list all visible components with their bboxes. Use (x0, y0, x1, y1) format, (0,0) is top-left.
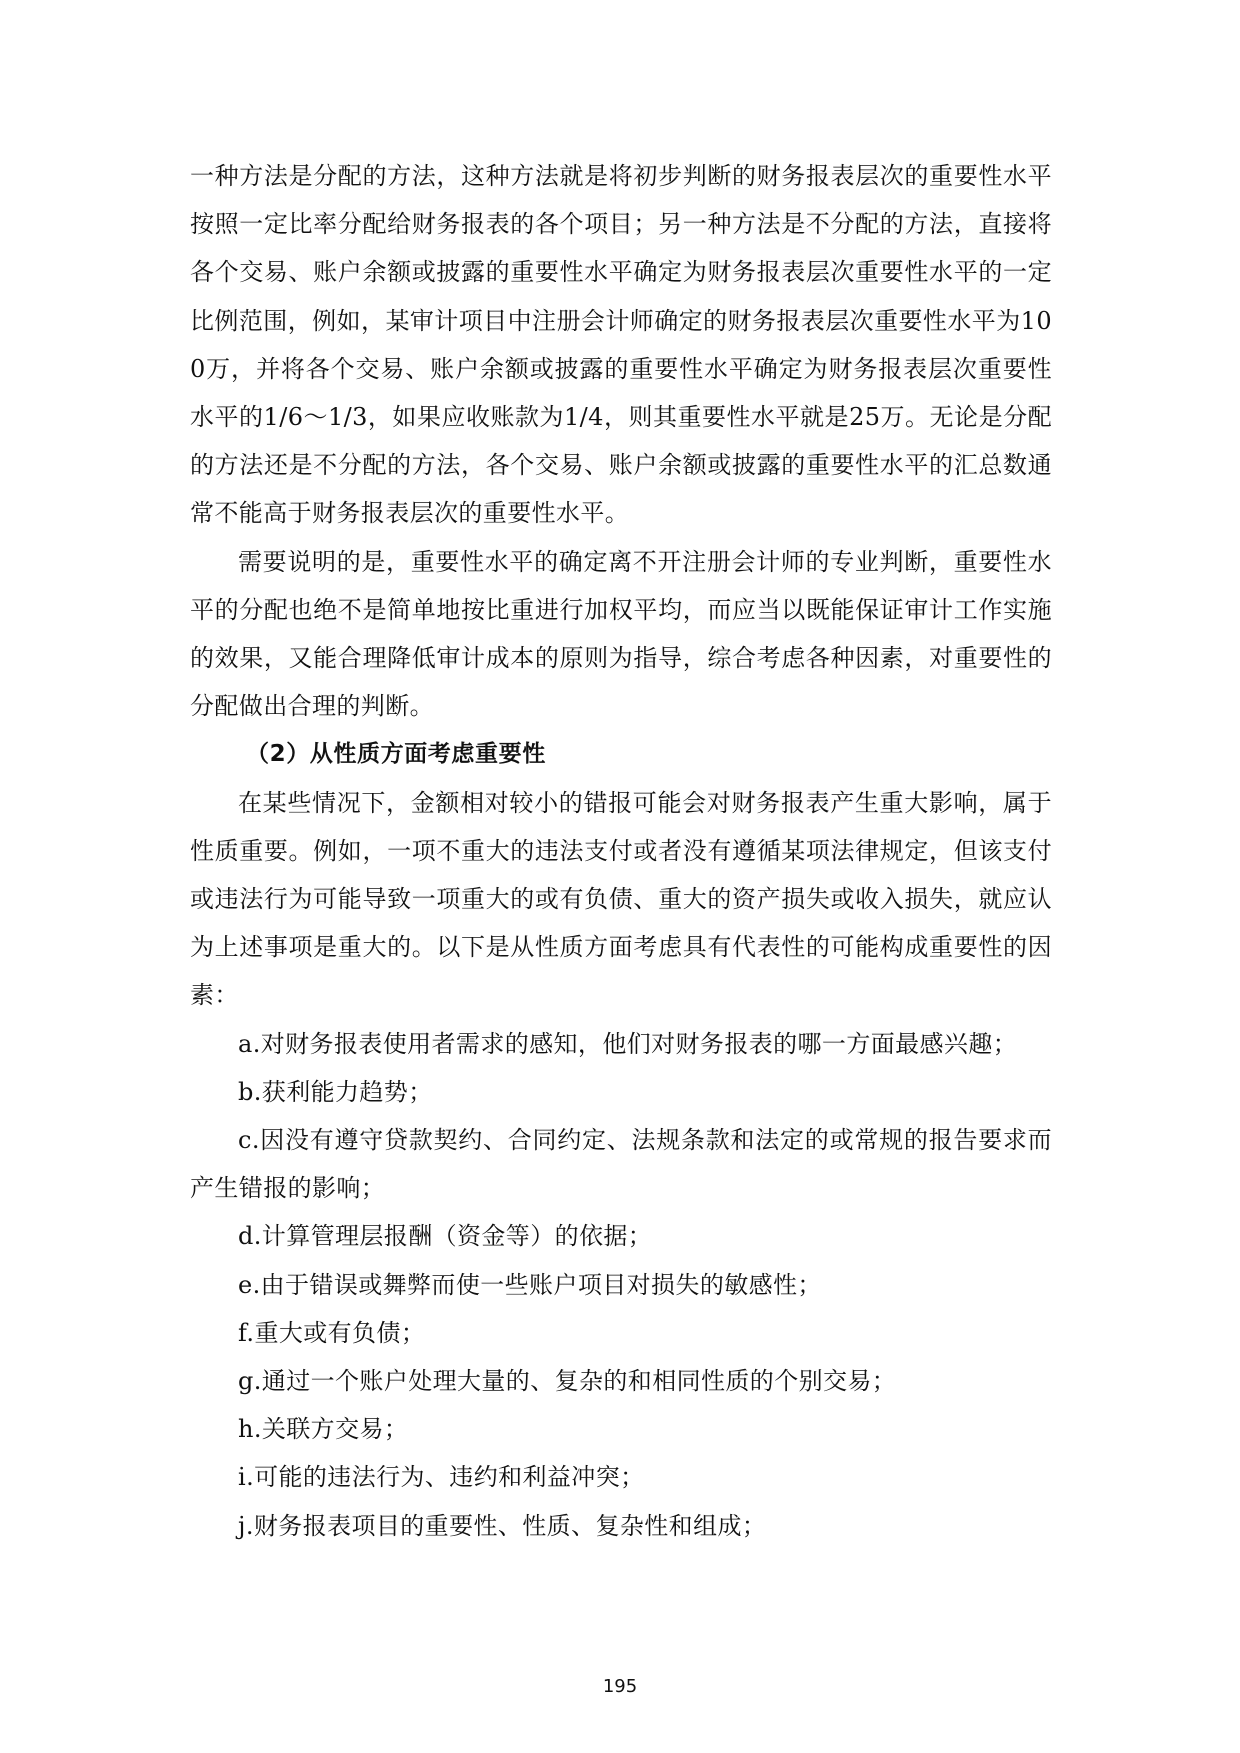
list-item: c.因没有遵守贷款契约、合同约定、法规条款和法定的或常规的报告要求而产生错报的影响； (190, 1126, 1052, 1203)
paragraph-professional-judgment: 需要说明的是，重要性水平的确定离不开注册会计师的专业判断，重要性水平的分配也绝不是简单地按比重进行加权平均，而应当以既能保证审计工作实施的效果，又能合理降低审计成本的原则为指导，综合考虑各种因素，对重要性的分配做出合理的判断。 (190, 547, 1052, 721)
list-item: g.通过一个账户处理大量的、复杂的和相同性质的个别交易； (238, 1367, 897, 1396)
list-item: e.由于错误或舞弊而使一些账户项目对损失的敏感性； (238, 1270, 822, 1299)
list-item: d.计算管理层报酬（资金等）的依据； (238, 1222, 653, 1251)
paragraph-allocation-methods: 一种方法是分配的方法，这种方法就是将初步判断的财务报表层次的重要性水平按照一定比率分配给财务报表的各个项目；另一种方法是不分配的方法，直接将各个交易、账户余额或披露的重要性水平确定为财务报表层次重要性水平的一定比例范围，例如，某审计项目中注册会计师确定的财务报表层次重要性水平为100万，并将各个交易、账户余额或披露的重要性水平确定为财务报表层次重要性水平的1/6～1/3，如果应收账款为1/4，则其重要性水平就是25万。无论是分配的方法还是不分配的方法，各个交易、账户余额或披露的重要性水平的汇总数通常不能高于财务报表层次的重要性水平。 (190, 162, 1052, 528)
list-item: j.财务报表项目的重要性、性质、复杂性和组成； (238, 1511, 767, 1540)
list-item: a.对财务报表使用者需求的感知，他们对财务报表的哪一方面最感兴趣； (238, 1029, 1018, 1058)
factor-list (190, 1020, 1052, 1550)
page-number: 195 (602, 1676, 638, 1697)
list-item: b.获利能力趋势； (238, 1077, 433, 1106)
list-item: i.可能的违法行为、违约和利益冲突； (238, 1463, 645, 1492)
paragraph-nature-intro: 在某些情况下，金额相对较小的错报可能会对财务报表产生重大影响，属于性质重要。例如，一项不重大的违法支付或者没有遵循某项法律规定，但该支付或违法行为可能导致一项重大的或有负债、重大的资产损失或收入损失，就应认为上述事项是重大的。以下是从性质方面考虑具有代表性的可能构成重要性的因素： (190, 788, 1052, 1010)
list-item: f.重大或有负债； (238, 1318, 426, 1347)
page-body (190, 152, 1052, 1550)
section-heading: （2）从性质方面考虑重要性 (246, 741, 546, 768)
list-item: h.关联方交易； (238, 1415, 409, 1444)
